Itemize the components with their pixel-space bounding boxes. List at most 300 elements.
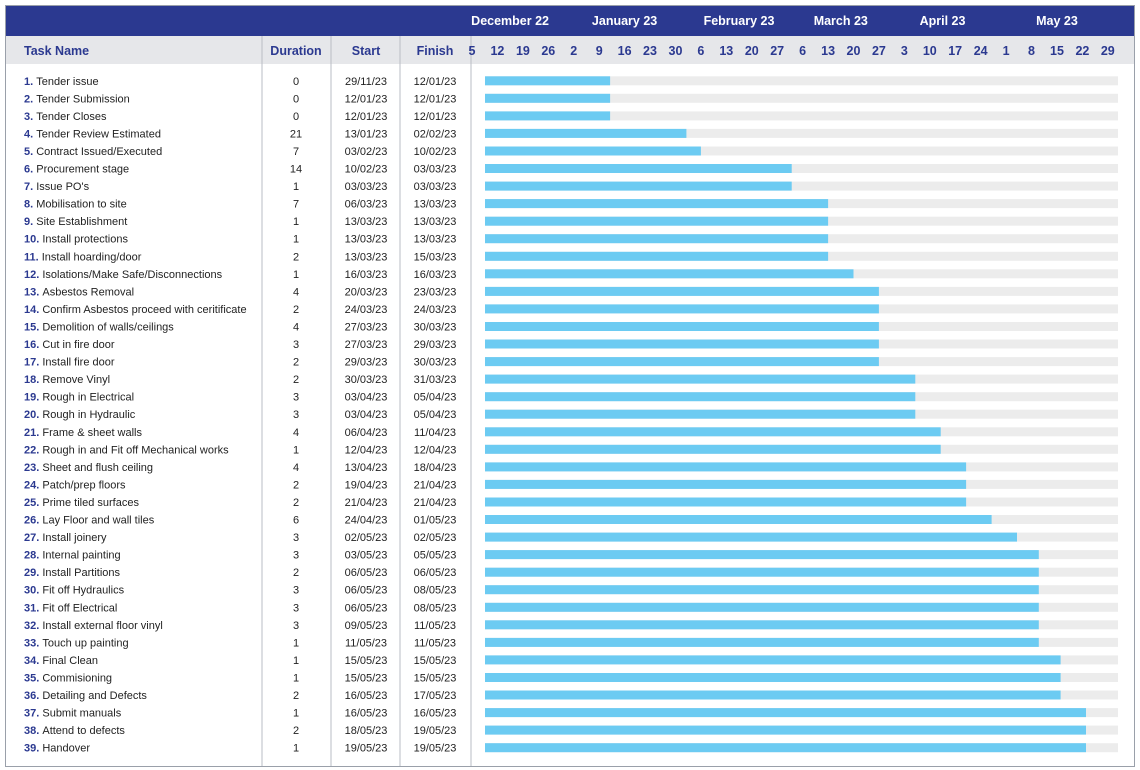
task-bar: [485, 217, 828, 226]
task-name: [24, 655, 98, 667]
task-finish: 15/05/23: [413, 672, 457, 685]
task-name: [24, 427, 143, 439]
task-duration: 2: [292, 690, 300, 702]
task-label: Install joinery: [42, 532, 107, 545]
task-row: [24, 602, 456, 614]
task-name: [24, 251, 142, 263]
task-finish: 05/04/23: [413, 391, 457, 404]
task-duration: 3: [292, 409, 300, 422]
task-bar: [485, 129, 686, 138]
task-label: Isolations/Make Safe/Disconnections: [42, 268, 223, 281]
task-row: [24, 93, 456, 105]
task-finish: 12/01/23: [413, 75, 457, 88]
task-row: [24, 673, 456, 685]
task-start: 13/03/23: [344, 251, 388, 264]
task-label: Install external floor vinyl: [42, 619, 163, 632]
week-tick-label: 20: [744, 44, 759, 58]
task-label: Tender Closes: [36, 110, 107, 123]
task-start: 29/11/23: [344, 75, 388, 88]
task-bar: [485, 392, 915, 401]
task-duration: 1: [292, 637, 300, 650]
task-label: Final Clean: [42, 654, 98, 667]
task-row: [24, 585, 456, 597]
task-number: 4.: [24, 128, 37, 141]
task-finish: 19/05/23: [413, 742, 457, 755]
task-start: 12/04/23: [344, 444, 388, 457]
task-label: Rough in Electrical: [42, 391, 135, 404]
task-start: 06/05/23: [344, 567, 388, 580]
task-row: [24, 427, 456, 439]
task-finish: 15/03/23: [413, 251, 457, 264]
task-label: Mobilisation to site: [36, 198, 127, 211]
task-name: [24, 339, 115, 351]
task-bar: [485, 182, 792, 191]
task-name: [24, 620, 163, 632]
task-start: 27/03/23: [344, 321, 388, 334]
task-label: Lay Floor and wall tiles: [42, 514, 155, 527]
task-number: 34.: [24, 654, 43, 667]
task-name: [24, 111, 107, 123]
task-name: [24, 497, 139, 509]
week-tick-label: 27: [871, 44, 886, 58]
task-name: [24, 550, 121, 562]
task-number: 1.: [24, 75, 37, 88]
task-duration: 1: [292, 742, 300, 755]
task-duration: 2: [292, 567, 300, 580]
task-start: 12/01/23: [344, 93, 388, 106]
task-name: [24, 673, 112, 685]
task-start: 11/05/23: [344, 637, 388, 650]
task-duration: 1: [292, 444, 300, 457]
week-tick-label: 2: [570, 44, 578, 58]
task-bar: [485, 620, 1039, 629]
task-label: Demolition of walls/ceilings: [42, 321, 174, 334]
task-finish: 03/03/23: [413, 181, 457, 194]
task-bar: [485, 638, 1039, 647]
month-label: February 23: [703, 14, 775, 28]
task-finish: 05/05/23: [413, 549, 457, 562]
task-duration: 0: [292, 110, 300, 123]
task-number: 35.: [24, 672, 43, 685]
task-duration: 1: [292, 216, 300, 229]
task-duration: 3: [292, 602, 300, 615]
task-name: [24, 234, 128, 246]
task-row: [24, 199, 456, 211]
task-number: 20.: [24, 409, 43, 422]
task-duration: 6: [292, 514, 300, 527]
task-name: [24, 567, 121, 579]
task-bar: [485, 410, 915, 419]
gantt-chart: [6, 6, 1134, 766]
week-tick-label: 10: [922, 44, 937, 58]
task-duration: 1: [292, 707, 300, 720]
task-bar: [485, 111, 610, 120]
task-finish: 15/05/23: [413, 654, 457, 667]
task-row: [24, 164, 456, 176]
task-finish: 12/04/23: [413, 444, 457, 457]
week-tick-label: 6: [799, 44, 807, 58]
task-finish: 30/03/23: [413, 356, 457, 369]
task-name: [24, 725, 125, 737]
task-row: [24, 497, 456, 509]
task-number: 37.: [24, 707, 43, 720]
task-number: 32.: [24, 619, 43, 632]
task-name: [24, 602, 117, 614]
task-finish: 16/05/23: [413, 707, 457, 720]
task-number: 33.: [24, 637, 43, 650]
task-label: Sheet and flush ceiling: [42, 461, 154, 474]
task-start: 20/03/23: [344, 286, 388, 299]
task-bar: [485, 498, 966, 507]
task-number: 8.: [24, 198, 37, 211]
task-row: [24, 322, 456, 334]
task-row: [24, 216, 456, 228]
task-row: [24, 76, 456, 88]
task-duration: 3: [292, 532, 300, 545]
task-bar: [485, 94, 610, 103]
task-duration: 2: [292, 251, 300, 264]
task-label: Fit off Electrical: [42, 602, 118, 615]
task-row: [24, 567, 456, 579]
task-bar: [485, 550, 1039, 559]
task-duration: 4: [292, 461, 300, 474]
task-number: 9.: [24, 216, 37, 229]
task-start: 21/04/23: [344, 497, 388, 509]
task-number: 7.: [24, 181, 37, 194]
task-bar: [485, 234, 828, 243]
task-rows: [24, 76, 456, 755]
month-label: March 23: [813, 14, 868, 28]
task-number: 3.: [24, 110, 37, 123]
task-row: [24, 655, 456, 667]
task-name: [24, 146, 162, 158]
task-label: Prime tiled surfaces: [42, 497, 139, 509]
task-number: 39.: [24, 742, 43, 755]
task-label: Internal painting: [42, 549, 121, 562]
task-start: 12/01/23: [344, 110, 388, 123]
task-start: 10/02/23: [344, 163, 388, 176]
task-name: [24, 76, 99, 88]
task-label: Confirm Asbestos proceed with ceritificate: [42, 303, 247, 316]
task-finish: 08/05/23: [413, 602, 457, 615]
task-duration: 0: [292, 93, 300, 106]
week-tick-label: 24: [973, 44, 988, 58]
week-tick-label: 20: [846, 44, 861, 58]
week-tick-label: 8: [1028, 44, 1035, 58]
task-start: 27/03/23: [344, 339, 388, 351]
task-row: [24, 339, 456, 351]
task-start: 06/03/23: [344, 198, 388, 211]
task-number: 24.: [24, 479, 43, 492]
task-start: 03/02/23: [344, 146, 388, 158]
task-finish: 12/01/23: [413, 110, 457, 123]
task-row: [24, 550, 456, 562]
task-finish: 13/03/23: [413, 216, 457, 229]
task-duration: 2: [292, 497, 300, 509]
task-row: [24, 444, 456, 456]
task-duration: 3: [292, 619, 300, 632]
task-number: 16.: [24, 339, 43, 351]
task-finish: 29/03/23: [413, 339, 457, 351]
column-header-task: Task Name: [24, 44, 90, 58]
week-tick-label: 30: [668, 44, 683, 58]
task-start: 15/05/23: [344, 654, 388, 667]
task-number: 27.: [24, 532, 43, 545]
task-row: [24, 146, 456, 158]
gantt-chart-frame: [5, 5, 1135, 767]
task-label: Remove Vinyl: [42, 374, 111, 387]
task-duration: 4: [292, 286, 300, 299]
task-start: 30/03/23: [344, 374, 388, 387]
task-row: [24, 620, 456, 632]
week-tick-label: 15: [1050, 44, 1064, 58]
task-name: [24, 444, 229, 456]
task-number: 5.: [24, 146, 37, 158]
task-finish: 12/01/23: [413, 93, 457, 106]
task-number: 26.: [24, 514, 43, 527]
task-bar: [485, 462, 966, 471]
task-name: [24, 128, 161, 140]
task-duration: 3: [292, 391, 300, 404]
task-start: 24/04/23: [344, 514, 388, 527]
task-duration: 4: [292, 321, 300, 334]
task-bar: [485, 427, 941, 436]
task-name: [24, 515, 155, 527]
task-finish: 10/02/23: [413, 146, 457, 158]
task-label: Touch up painting: [42, 637, 129, 650]
task-label: Issue PO's: [36, 181, 90, 194]
task-row: [24, 690, 456, 702]
task-finish: 11/05/23: [413, 619, 457, 632]
task-start: 09/05/23: [344, 619, 388, 632]
task-bar: [485, 199, 828, 208]
month-label: December 22: [471, 14, 550, 28]
week-tick-label: 23: [643, 44, 657, 58]
task-bar: [485, 340, 879, 349]
week-tick-label: 22: [1075, 44, 1090, 58]
task-duration: 2: [292, 725, 300, 738]
task-row: [24, 743, 456, 755]
task-bar: [485, 269, 854, 278]
task-bar: [485, 708, 1086, 717]
week-tick-label: 5: [468, 44, 476, 58]
task-finish: 01/05/23: [413, 514, 457, 527]
task-bar: [485, 357, 879, 366]
task-bar: [485, 603, 1039, 612]
task-number: 19.: [24, 391, 43, 404]
task-number: 14.: [24, 303, 43, 316]
task-name: [24, 322, 174, 334]
task-start: 03/04/23: [344, 409, 388, 422]
task-finish: 13/03/23: [413, 233, 457, 246]
task-start: 16/05/23: [344, 690, 388, 702]
task-finish: 11/05/23: [413, 637, 457, 650]
task-duration: 2: [292, 303, 300, 316]
task-name: [24, 357, 115, 369]
task-duration: 7: [292, 198, 300, 211]
task-duration: 2: [292, 479, 300, 492]
task-row: [24, 479, 456, 491]
task-number: 36.: [24, 690, 43, 702]
week-tick-label: 3: [900, 44, 908, 58]
task-start: 19/04/23: [344, 479, 388, 492]
task-label: Commisioning: [42, 672, 113, 685]
task-duration: 14: [289, 163, 303, 176]
task-finish: 19/05/23: [413, 725, 457, 738]
week-tick-label: 19: [515, 44, 530, 58]
task-name: [24, 374, 110, 386]
task-start: 13/03/23: [344, 233, 388, 246]
task-bar: [485, 445, 941, 454]
task-start: 02/05/23: [344, 532, 388, 545]
task-number: 6.: [24, 163, 37, 176]
column-header-start: Start: [351, 44, 381, 58]
month-label: April 23: [919, 14, 966, 28]
week-tick-label: 6: [697, 44, 705, 58]
task-finish: 03/03/23: [413, 163, 457, 176]
task-number: 29.: [24, 567, 43, 580]
task-start: 03/03/23: [344, 181, 388, 194]
week-tick-label: 9: [595, 44, 603, 58]
task-label: Asbestos Removal: [42, 286, 135, 299]
task-start: 13/03/23: [344, 216, 388, 229]
task-name: [24, 585, 125, 597]
task-duration: 4: [292, 426, 300, 439]
task-start: 03/05/23: [344, 549, 388, 562]
task-label: Tender issue: [36, 75, 99, 88]
task-finish: 06/05/23: [413, 567, 457, 580]
task-number: 15.: [24, 321, 43, 334]
task-row: [24, 515, 456, 527]
task-number: 23.: [24, 461, 43, 474]
task-name: [24, 286, 134, 298]
task-start: 06/04/23: [344, 426, 388, 439]
task-row: [24, 637, 456, 649]
task-name: [24, 181, 90, 193]
task-bar: [485, 568, 1039, 577]
week-tick-label: 29: [1100, 44, 1115, 58]
task-label: Frame & sheet walls: [42, 426, 143, 439]
task-number: 18.: [24, 374, 43, 387]
task-name: [24, 164, 129, 176]
task-duration: 1: [292, 268, 300, 281]
week-tick-label: 13: [821, 44, 836, 58]
task-name: [24, 269, 223, 281]
task-bar: [485, 76, 610, 85]
task-finish: 05/04/23: [413, 409, 457, 422]
task-name: [24, 708, 122, 720]
task-finish: 21/04/23: [413, 497, 457, 509]
task-label: Fit off Hydraulics: [42, 584, 125, 597]
task-start: 13/04/23: [344, 461, 388, 474]
task-start: 24/03/23: [344, 303, 388, 316]
task-label: Install protections: [42, 233, 128, 246]
task-bar: [485, 287, 879, 296]
task-number: 30.: [24, 584, 43, 597]
task-number: 31.: [24, 602, 43, 615]
task-label: Procurement stage: [36, 163, 130, 176]
task-number: 22.: [24, 444, 43, 457]
task-bar: [485, 164, 792, 173]
week-tick-label: 17: [948, 44, 963, 58]
task-row: [24, 251, 456, 263]
week-tick-label: 27: [770, 44, 785, 58]
task-label: Cut in fire door: [42, 339, 115, 351]
task-bar: [485, 726, 1086, 735]
task-row: [24, 532, 456, 544]
task-finish: 08/05/23: [413, 584, 457, 597]
task-start: 03/04/23: [344, 391, 388, 404]
task-row: [24, 409, 456, 421]
task-name: [24, 479, 126, 491]
task-start: 06/05/23: [344, 602, 388, 615]
task-duration: 3: [292, 549, 300, 562]
task-bar: [485, 375, 915, 384]
task-name: [24, 199, 127, 211]
task-name: [24, 93, 130, 105]
task-number: 28.: [24, 549, 43, 562]
task-number: 11.: [24, 251, 42, 264]
task-label: Contract Issued/Executed: [36, 146, 163, 158]
task-finish: 23/03/23: [413, 286, 457, 299]
task-finish: 02/05/23: [413, 532, 457, 545]
task-name: [24, 532, 107, 544]
task-start: 16/03/23: [344, 268, 388, 281]
task-finish: 30/03/23: [413, 321, 457, 334]
task-label: Tender Submission: [36, 93, 130, 106]
task-row: [24, 181, 456, 193]
task-finish: 24/03/23: [413, 303, 457, 316]
task-label: Tender Review Estimated: [36, 128, 161, 141]
task-duration: 7: [292, 146, 300, 158]
task-row: [24, 374, 456, 386]
column-header-finish: Finish: [416, 44, 454, 58]
task-duration: 2: [292, 374, 300, 387]
task-name: [24, 409, 136, 421]
task-bar: [485, 655, 1061, 664]
task-finish: 16/03/23: [413, 268, 457, 281]
task-row: [24, 725, 456, 737]
task-bar: [485, 322, 879, 331]
task-start: 29/03/23: [344, 356, 388, 369]
task-label: Install hoarding/door: [41, 251, 142, 264]
task-row: [24, 357, 456, 369]
task-finish: 31/03/23: [413, 374, 457, 387]
task-number: 25.: [24, 497, 43, 509]
month-label: January 23: [591, 14, 658, 28]
task-label: Handover: [42, 742, 91, 755]
task-label: Detailing and Defects: [42, 690, 147, 702]
task-row: [24, 708, 456, 720]
task-start: 15/05/23: [344, 672, 388, 685]
task-finish: 02/02/23: [413, 128, 457, 141]
task-label: Site Establishment: [36, 216, 128, 229]
task-name: [24, 304, 247, 316]
task-number: 12.: [24, 268, 43, 281]
task-number: 38.: [24, 725, 43, 738]
task-bar: [485, 533, 1017, 542]
task-label: Rough in Hydraulic: [42, 409, 136, 422]
task-label: Attend to defects: [42, 725, 125, 738]
task-start: 19/05/23: [344, 742, 388, 755]
task-label: Submit manuals: [42, 707, 122, 720]
task-number: 2.: [24, 93, 37, 106]
task-finish: 11/04/23: [413, 426, 457, 439]
task-row: [24, 234, 456, 246]
task-row: [24, 462, 456, 474]
task-label: Install Partitions: [42, 567, 121, 580]
task-name: [24, 743, 90, 755]
